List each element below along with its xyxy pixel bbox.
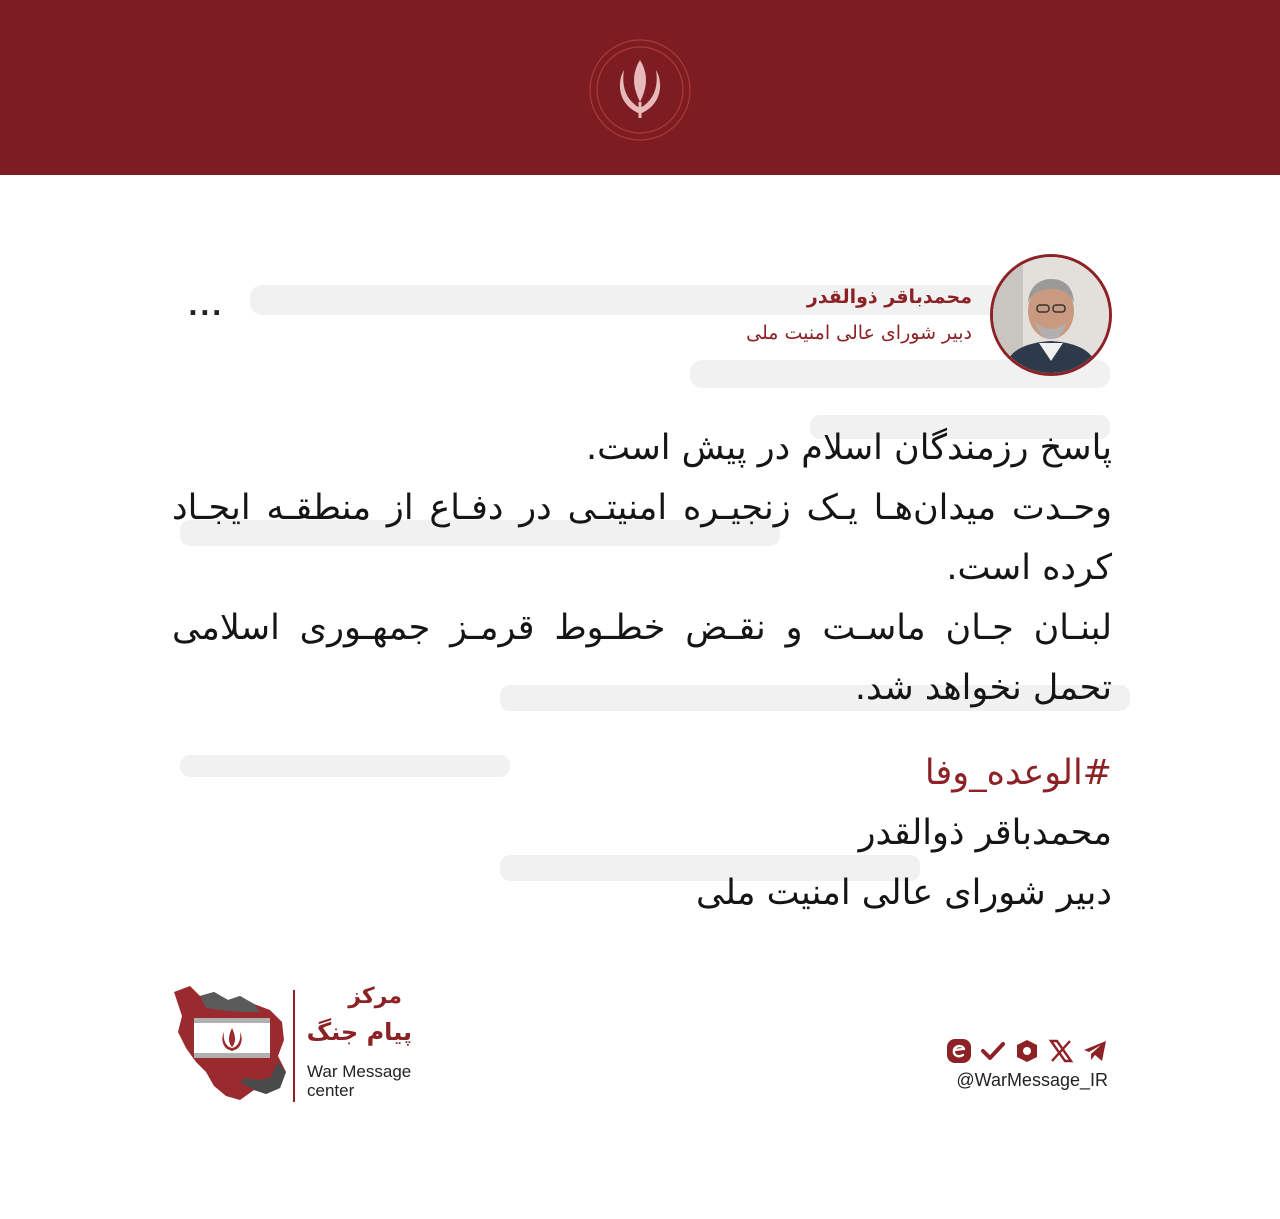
signature-title: دبیر شورای عالی امنیت ملی [696,873,1112,913]
social-handle[interactable]: @WarMessage_IR [956,1070,1108,1090]
iran-emblem-icon [580,30,700,150]
hashtag-link[interactable]: #الوعده_وفا [924,753,1112,793]
message-line: لبنـان جـان ماسـت و نقـض خطـوط قرمـز جمهـوری اسلامی [172,608,1112,648]
more-options-button[interactable]: ... [188,292,224,322]
author-avatar [990,254,1112,376]
logo-text-fa-line2: پیام جنگ [306,1018,412,1046]
post-message [172,418,1112,923]
social-links [946,1038,1108,1091]
logo-divider [293,990,295,1102]
author-title: دبیر شورای عالی امنیت ملی [746,322,972,344]
message-line: وحـدت میدان‌هـا یـک زنجیـره امنیتـی در دفـاع از منطقـه ایجـاد [172,488,1112,528]
rubika-icon[interactable] [1014,1038,1040,1064]
logo-text-en-line2: center [307,1081,355,1100]
message-line: کرده است. [946,548,1112,588]
war-message-center-logo [170,982,420,1107]
bale-icon[interactable] [980,1038,1006,1064]
post-author [746,252,1112,378]
x-icon[interactable] [1048,1038,1074,1064]
logo-text-fa-line1: مرکز [348,984,402,1009]
logo-text-en-line1: War Message [307,1062,412,1081]
message-line: پاسخ رزمندگان اسلام در پیش است. [585,428,1112,468]
header-band [0,0,1280,175]
message-line: تحمل نخواهد شد. [854,668,1112,708]
author-name: محمدباقر ذوالقدر [806,286,972,308]
signature-name: محمدباقر ذوالقدر [858,813,1112,853]
telegram-icon[interactable] [1082,1038,1108,1064]
eitaa-icon[interactable] [946,1038,972,1064]
iran-map-icon [170,982,292,1107]
